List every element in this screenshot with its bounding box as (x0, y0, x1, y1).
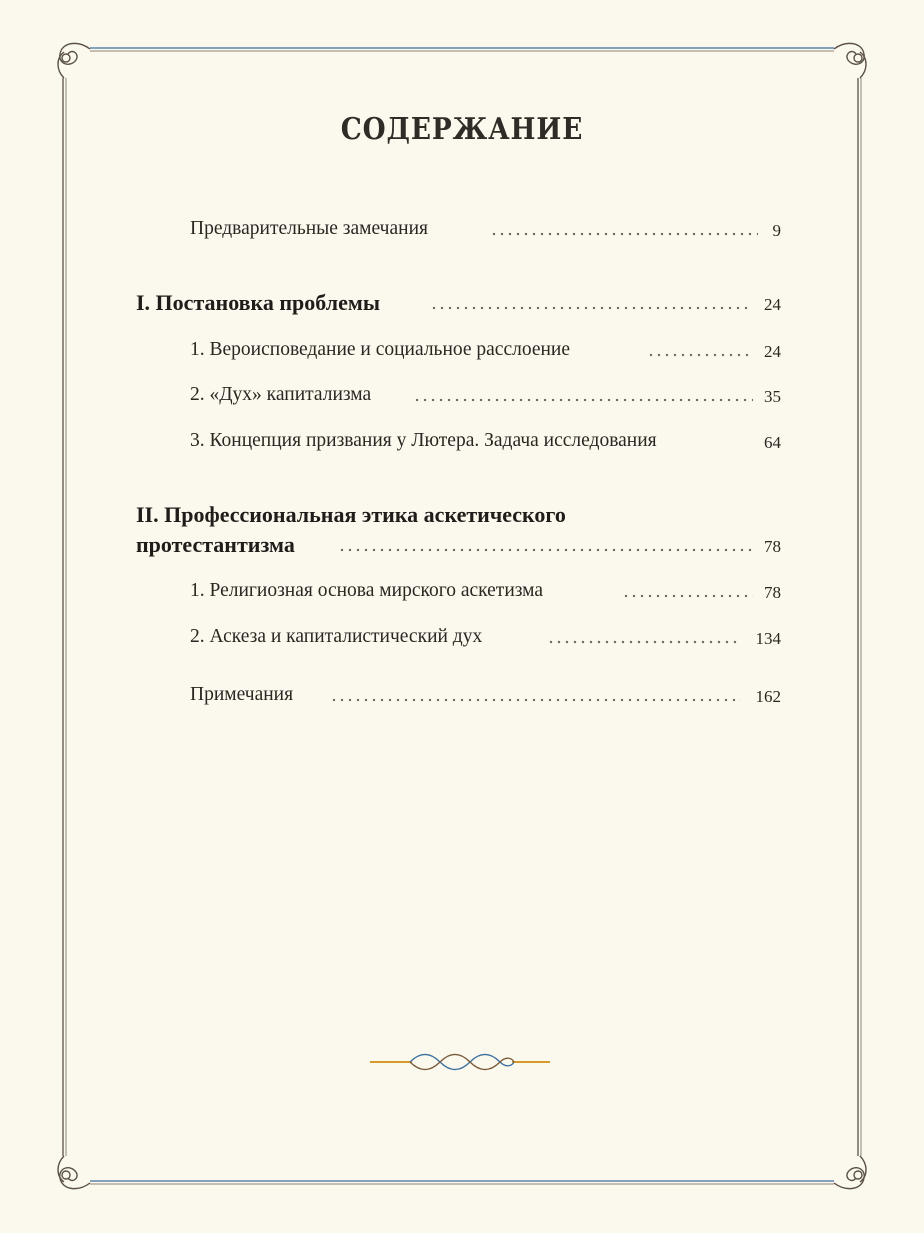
dot-leader (430, 300, 752, 312)
toc-page-number: 134 (755, 629, 781, 648)
dot-leader (330, 692, 741, 704)
toc-entry-label: 3. Концепция призвания у Лютера. Задача исследования (190, 430, 657, 451)
toc-entry-part-2-chapter-2[interactable] (0, 626, 924, 656)
toc-entry-part-1-chapter-1[interactable] (0, 339, 924, 369)
dot-leader (622, 588, 753, 600)
toc-entry-label: 2. Аскеза и капиталистический дух (190, 626, 483, 647)
corner-ornament-bottom-left (58, 1156, 90, 1189)
toc-entry-notes[interactable] (0, 684, 924, 714)
toc-page-number: 9 (772, 221, 781, 240)
toc-page-number: 78 (764, 537, 781, 556)
toc-entry-part-1-chapter-3[interactable] (0, 430, 924, 460)
dot-leader (490, 226, 758, 238)
corner-ornament-top-left (58, 43, 90, 78)
corner-ornament-bottom-right (834, 1156, 866, 1189)
dot-leader (338, 542, 752, 554)
dot-leader (547, 634, 741, 646)
flourish-ornament (370, 1055, 550, 1070)
toc-entry-part-1[interactable] (0, 290, 924, 320)
toc-page-number: 24 (764, 295, 781, 314)
toc-entry-part-1-chapter-2[interactable] (0, 384, 924, 414)
toc-entry-label: Предварительные замечания (190, 218, 428, 239)
toc-section-heading: I. Постановка проблемы (136, 290, 380, 315)
toc-entry-label: Примечания (190, 684, 294, 705)
toc-section-heading[interactable]: II. Профессиональная этика аскетического (136, 502, 566, 527)
toc-entry-label: 2. «Дух» капитализма (190, 384, 372, 405)
toc-page-number: 64 (764, 433, 781, 452)
toc-section-heading-continued: протестантизма (136, 532, 295, 557)
toc-entry-preface[interactable] (0, 218, 924, 248)
page-title: СОДЕРЖАНИЕ (340, 112, 584, 148)
toc-entry-label: 1. Вероисповедание и социальное расслоение (190, 339, 571, 360)
toc-entry-label: 1. Религиозная основа мирского аскетизма (190, 580, 544, 601)
toc-page-number: 78 (764, 583, 781, 602)
toc-entry-part-2-chapter-1[interactable] (0, 580, 924, 610)
dot-leader (413, 392, 753, 404)
toc-entry-part-2[interactable] (0, 532, 924, 562)
dot-leader (647, 347, 753, 359)
toc-page-number: 162 (755, 687, 781, 706)
corner-ornament-top-right (834, 43, 866, 78)
toc-page-number: 35 (764, 387, 781, 406)
toc-page-number: 24 (764, 342, 781, 361)
